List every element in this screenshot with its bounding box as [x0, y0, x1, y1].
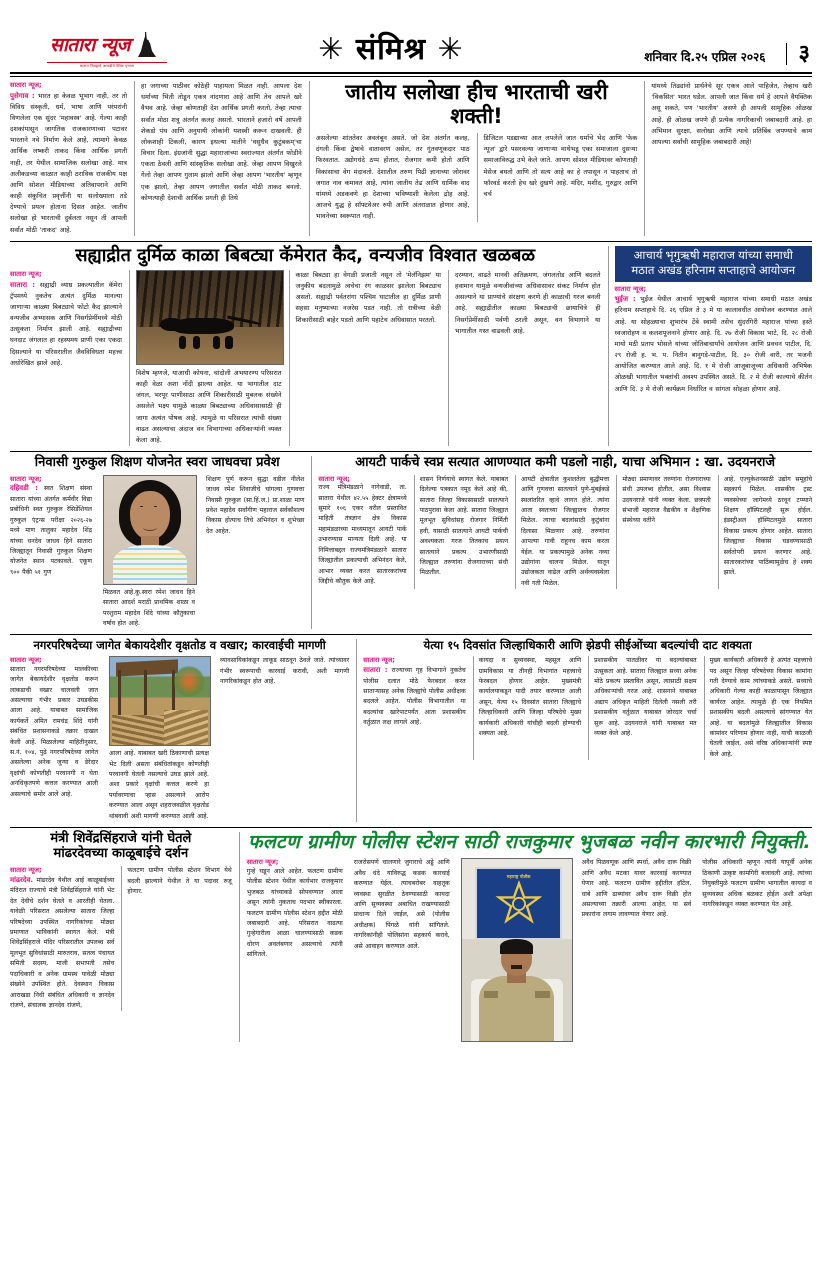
band-mandhardev-police: [10, 832, 812, 1042]
bhrugu-headline-box: [615, 246, 812, 282]
itpark-headline: आयटी पार्कचे स्वप्न सत्यात आणण्यात कमी पडलो नाही, याचा अभिमान : खा. उदयनराजे: [355, 455, 776, 471]
gurukul-text-3: शिक्षण पूर्ण करून सुद्धा वडील नीलेश जाधव रमेश शिवाजीचे चांगल्या गुणवत्ता निवासी गुरुकुल (सा.हिं.ज.) प्रा.शाळा माण प्रवेश महादेव सर्वांगीण महाराज सर्वकौशल्य विकास होत्याच तिचे अभिनंदन व शुभेच्छा देत आहेत.: [206, 475, 305, 535]
police-text-1: गुन्हे घडून आले आहेत. फलटण ग्रामीण पोलीस स्टेशन येथील कार्यभार राजकुमार भुजबळ यांच्याकडे सोपवण्यात आला असून त्यांनी नुकताच पदभार स्वीकारला. फलटण ग्रामीण पोलीस स्टेशन हद्दीत मोठी जबाबदारी आहे. परिसरात वाढत्या गुन्हेगारीला आळा घालण्यासाठी कडक धोरण अवलंबणार असल्याचे त्यांनी सांगितले.: [246, 867, 343, 959]
itpark-col-5: [718, 475, 812, 589]
trees-text-3: व्यावसायिकांकडून लाकूड साठवून ठेवले जाते. त्यांच्यावर गंभीर स्वरूपाची कारवाई करावी, अशी मागणी नागरिकांकडून होत आहे.: [220, 657, 350, 686]
story-transfers: [356, 639, 812, 822]
maharashtra-police-emblem-board: [475, 867, 562, 940]
gurukul-col-1: [10, 475, 92, 630]
gurukul-body-1: [10, 483, 92, 578]
lead-col-4: [644, 81, 812, 236]
mandhardev-text-1: मांढरदेव येथील आई काळूबाईच्या मंदिरात राज्याचे मंत्री शिवेंद्रसिंहराजे यांनी भेट देत देवीचे दर्शन घेतले व आरतीही घेतला. यावेळी परिसरात असलेल्या सातारा जिल्हा परिषदेच्या उपस्थित नागरिकांच्या मोठ्या प्रमाणात भाविकांनी स्वागत केले. मंत्री शिवेंद्रसिंहराजे मंदिर परिसरातील उपलब्ध सर्व मूलभूत सुविधांसाठी मारुतराव, सतत्व पंचायत समिती सदस्य, माजी सभापती तसेच पदाधिकारी व अनेक ग्रामस्थ यावेळी मोठ्या संख्येने उपस्थित होते. देवस्थान विकास आराखडा निधी संबंधित अधिकारी व ज्ञानदेव रांजणे, संचालक ज्ञानदेव रांजणे,: [10, 876, 115, 1009]
dateline: दहिवडी :: [10, 484, 38, 493]
divider-3: [10, 634, 812, 635]
police-text-3: अवैध पिळवणूक आणि स्पर्धा, अवैध दारू विक्री आणि अवैध मटका यावर कारवाई करण्यात येणार आहे. फलटण ग्रामीण हद्दीतील हॉटेल, धाबे आणि ढाब्यांवर अवैध दारू विक्री होत असल्याच्या तक्रारी आल्या आहेत. या सर्व प्रकारांना लगाम लावण्यात येणार आहे.: [581, 859, 692, 919]
itpark-col-3: [515, 475, 609, 589]
flowering-tree: [174, 664, 204, 699]
gurukul-headline: निवासी गुरुकुल शिक्षण योजनेत स्वरा जाधवचा प्रवेश: [34, 455, 280, 471]
page-title: ✳ संमिश्र ✳: [318, 32, 464, 67]
lead-col-3: [309, 81, 638, 236]
black-leopard-photo: [136, 270, 284, 365]
itpark-text-3: आयटी क्षेत्रातील कुशलतेला बुद्धीमत्ता आणि गुणवत्ता सातत्याने पुणे-मुंबईकडे स्थलांतरित व्हावे लागत होते. त्यांना आता स्वतःच्या जिल्ह्यातच रोजगार मिळेल. त्याचा बदलांसाठी कुटुंबांना दिलासा मिळणार आहे. तरुणांना आपल्या गावी राहूनच काम करता येईल. या प्रकल्पामुळे अनेक नव्या उद्योगांना चालना मिळेल. यातून उद्योजकता वाढेल आणि अर्थव्यवस्थेला नवी गती मिळेल.: [521, 475, 610, 587]
mandhardev-col-2: [121, 866, 231, 1011]
transfers-text-3: प्रशासकीय पातळीवर या बदल्यांबाबत उत्सुकता आहे. सातारा जिल्ह्यात सध्या अनेक मोठे प्रकल्प प्रस्तावित असून, त्यासाठी सक्षम अधिकाऱ्यांची गरज आहे. शासनाने याबाबत अद्याप अधिकृत माहिती दिलेली नसली तरी प्रशासकीय वर्तुळात याबाबत जोरदार चर्चा सुरू आहे. उदयनराजे यांनी याबाबत मत व्यक्त केले आहे.: [594, 657, 697, 738]
story-mandhardev: [10, 832, 232, 1042]
mandhardev-body-1: [10, 875, 114, 1012]
smile: [143, 523, 158, 530]
story-trees: [10, 639, 349, 822]
leopard-text-1: सह्याद्री व्याघ्र प्रकल्पातील कॅमेरा ट्रॅपमध्ये नुकतेच अत्यंत दुर्मिळ मानल्या जाणाऱ्या काळ्या बिबट्याचे फोटो कैद झाल्याने वन्यजीव अभ्यासक आणि निसर्गप्रेमींमध्ये मोठी उत्सुकता निर्माण झाली आहे. सह्याद्रीच्या घनदाट जंगलात हा रहस्यमय प्राणी एका एकदा दिसल्याने या परिसरातील जैवविविधता महत्त्व अधोरेखित झाले आहे.: [10, 280, 122, 367]
mandhardev-text-2: फलटण ग्रामीण पोलीस स्टेशन विभाग येथे बदली झाल्याने येथील ते या पदावर रुजू होणार.: [127, 867, 232, 895]
band-trees-transfers: [10, 639, 812, 822]
band-gurukul-itpark: [10, 456, 812, 629]
transfers-body-1: [363, 665, 465, 729]
timber-yard-photo: [109, 656, 211, 746]
newspaper-logo[interactable]: [12, 31, 202, 69]
source-label: सातारा न्यूज;: [318, 474, 350, 483]
lead-body-1: [10, 90, 127, 236]
transfers-col-1: [363, 656, 465, 760]
police-text-2: राजरोसपणे चालणारे जुगाराचे अड्डे आणि अवैध धंदे याविरुद्ध कडक कारवाई करण्यात येईल. त्याचबरोबर वाहतूक व्यवस्था सुरळीत ठेवण्यासाठी कायदा आणि सुव्यवस्था अबाधित राखण्यासाठी प्राधान्य दिले जाईल, असे (पोलीस अधीक्षक) पिंगळे यांनी सांगितले. नागरिकांनीही पोलिसांना सहकार्य करावे, असे आवाहन करण्यात आले.: [353, 859, 450, 950]
mandhardev-col-1: [10, 866, 114, 1011]
band-leopard: [10, 246, 812, 446]
leopard-col-3: [289, 270, 442, 446]
masthead: [10, 6, 812, 70]
trees-col-1: [10, 656, 98, 822]
logo-text-left: सातारा न्यूज: [49, 34, 131, 56]
trees-text-1: सातारा नगरपरिषदेच्या मालकीच्या जागेत बेकायदेशीर वृक्षतोड करून लाकडाची वखार चालवली जात असल्याचा गंभीर प्रकार उघडकीस आला आहे. याबाबत सामाजिक कार्यकर्ते अमित रामचंद्र शिंदे यांनी संबंधित प्रशासनाकडे तक्रार दाखल केली आहे. मिळालेल्या माहितीनुसार, स.नं. १०४, पुढे नगरपरिषदेच्या जागेत असलेल्या अनेक जुन्या व डेरेदार वृक्षांची कोणतीही परवानगी न घेता अनधिकृतपणे कत्तल करण्यात आली असल्याचे समोर आले आहे.: [10, 665, 98, 798]
leopard-col-1: [10, 270, 122, 446]
dateline: सातारा :: [10, 280, 36, 289]
divider-1: [10, 241, 812, 242]
publication-date: शनिवार दि.२५ एप्रिल २०२६: [644, 50, 766, 64]
trees-col-3: [216, 656, 349, 822]
story-bhrugu: [608, 246, 812, 446]
transfers-col-2: [473, 656, 581, 760]
transfers-text-1: राज्याच्या गृह विभागाने नुकतेच पोलीस दलात मोठे फेरबदल करत साताऱ्यासह अनेक जिल्ह्यांचे पोलीस अधीक्षक बदलले आहेत. पोलीस विभागातील या बदल्यांचा खारेपाटपर्यंत आता प्रशासकीय वर्तुळात लक्ष लागले आहे.: [363, 666, 466, 727]
dateline: पुसेगाव :: [10, 91, 35, 100]
police-star-icon: [495, 877, 542, 930]
story-lead: [10, 81, 812, 236]
leopard-body-1: [10, 279, 122, 369]
itpark-text-4: मोठ्या प्रमाणावर तरुणांना रोजगाराच्या संधी उपलब्ध होतील, असा विश्वास उदयनराजे यांनी व्यक्त केला. छत्रपती संभाजी महाराज वैद्यकीय व शैक्षणिक संस्थेच्या वतीने: [622, 475, 711, 525]
logo-tagline: सातारा जिल्ह्याचे आघाडीचे दैनिक वृत्तपत्र: [47, 62, 167, 69]
lead-text-4: डिजिटल पडद्याच्या आत लपलेले जात धर्माचे भेद आणि 'फेक न्यूज' द्वारे पसरवल्या जाणाऱ्या माथेभडू एका समाजाला दुसऱ्या समाजाविरुद्ध उभे केले जाते. आपण सोशल मीडियावर कोणताही मेसेज बघतो आणि तो सत्य आहे का हे तपासून न पाहताच तो फॉरवर्ड करतो हेच खरे दुखणे आहे. मंदिर, मशीद, गुरुद्वार आणि चर्च: [483, 134, 638, 198]
itpark-col-4: [616, 475, 710, 589]
lead-text-1: भारत हा केवळ भूभाग नाही, तर तो विविध संस्कृती, धर्म, भाषा आणि परंपरांनी विणलेला एक सुंदर 'महावस्त्र' आहे. गेल्या काही दशकांपासून जागतिक राजकारणाच्या पटावर भारताने नवे निर्माण केले आहे, त्यामागे केवळ आर्थिक लष्करी ताकद किंवा आर्थिक प्रगती नाही, तर येथील सामाजिक सलोखा आहे. मात्र अलीकडच्या काळात काही ठराविक राजकीय पक्ष आणि सोशल मीडियाच्या अतिवापराने आणि काही संकुचित प्रवृत्तींनी या सलोख्याला तडे देण्याचे प्रयत्न होताना दिसत आहेत. जातीय सलोखा हो भारताची दुर्बलता नसून ती आपली सर्वात मोठी 'ताकद' आहे.: [10, 91, 128, 234]
striped-shirt: [113, 545, 187, 584]
source-label: सातारा न्यूज;: [246, 858, 279, 867]
police-col-2: [350, 858, 450, 1042]
dateline: मांढरदेव.: [10, 875, 34, 884]
lead-col-3b: [477, 133, 638, 222]
itpark-col-1: [318, 475, 406, 589]
leopard-col-4: [448, 270, 601, 446]
itpark-text-1: राज्य मंत्रिमंडळाने नागेवाडी, ता. सातारा येथील ४२.५५ हेक्टर क्षेत्रामध्ये सुमारे १०६ एकर वरील प्रस्तावित माहिती तंत्रज्ञान क्षेत्र विकास महामंडळाच्या माध्यमातून आयटी पार्क उभारण्यास मान्यता दिली आहे. या निमित्ताबद्दल राज्यमंत्रिमंडळाने सातारा जिल्ह्यातील प्रकल्पाची अभिनंदन केले, आभार व्यक्त करत सातारकरांच्या जिद्दीचे कौतुक केले आहे.: [318, 484, 407, 585]
source-label: सातारा न्यूज;: [363, 656, 395, 665]
transfers-col-4: [704, 656, 812, 760]
lead-text-3: असलेल्या शांततेवर अवलंबून असते. जो देश अंतर्गत कलह, दंगली किंवा द्वेषाचे वातावरण असेल, तर गुंतवणूकदार पाठ फिरवतात. उद्योगधंदे ठप्प होतात, रोजगार कमी होतो आणि विकासाचा वेग मंदावतो. देशातील तरुण पिढी ज्ञानाच्या जोरावर जगात नाव कमावत आहे, त्यांना जातीय तेढ आणि धार्मिक वाद यांमध्ये अडकवणे हा देशाच्या भविष्याशी केलेला द्रोह आहे. आजचे युद्ध हे सॉफ्टवेअर रुपी आणि अंतराळात होणार आहे, भावनेच्या स्वरूपात नाही.: [315, 134, 470, 221]
student-portrait-photo: [103, 475, 197, 585]
itpark-col-2: [414, 475, 508, 589]
transfers-text-4: मुख्य कार्यकारी अधिकारी हे अत्यंत महत्त्वाचे पद असून जिल्हा परिषदेच्या विकास कामांना गती देण्याचे काम त्यांच्याकडे असते. सध्याचे अधिकारी गेल्या काही काळापासून जिल्ह्यात कार्यरत आहेत. त्यामुळे ही एक नियमित प्रशासकीय बदली असल्याचे सांगण्यात येत आहे. या बदलांमुळे जिल्ह्यातील विकास कामांवर परिणाम होणार नाही, याची काळजी घेतली जाईल, असे वरिष्ठ अधिकाऱ्यांनी स्पष्ट केले आहे.: [709, 657, 813, 758]
lead-col-2: [134, 81, 302, 236]
source-label: सातारा न्यूज;: [10, 81, 42, 89]
gurukul-col-2: [99, 475, 195, 630]
page-number: ३: [786, 43, 810, 65]
story-itpark: [311, 456, 812, 629]
transfers-col-3: [588, 656, 696, 760]
masthead-right: [580, 43, 810, 68]
masthead-center: [202, 27, 580, 68]
dateline: भुईंज :: [614, 295, 636, 304]
fort-silhouette-icon: [132, 31, 162, 61]
police-text-4: पोलीस अधिकारी म्हणून त्यांनी यापूर्वी अनेक ठिकाणी उत्कृष्ट कामगिरी बजावली आहे. त्यांच्या नियुक्तीमुळे फलटण ग्रामीण भागातील कायदा व सुव्यवस्था अधिक बळकट होईल अशी अपेक्षा नागरिकांकडून व्यक्त करण्यात येत आहे.: [702, 859, 812, 908]
gurukul-text-2: मिळवत आहे.कु.स्वरा रमेश जाधव हिने सातारा आदर्श मराठी प्राथमिक शाळा व परशुराम महादेव शिंदे यांच्या कौतुकाचा वर्षाव होत आहे.: [103, 588, 195, 627]
source-label: सातारा न्यूज;: [10, 474, 42, 483]
bhrugu-text: भुईंज येथील आचार्य भृगुऋषी महाराज यांच्या समाधी मठात अखंड हरिनाम सप्ताहाचे दि. २६ एप्रिल ते ३ मे या कालावधीत आयोजन करण्यात आले आहे. या सोहळ्याचा शुभारंभ टेंबे स्वामी तसेच सुंदरगिरी महाराज यांच्या हस्ते ध्वजारोहण व कलशपूजनाने होणार आहे. दि. २७ रोजी विकास भाटे, दि. २८ रोजी मायो मठी प्रताप भोसले यांच्या जोतिबाचार्यांचे आयोजन आणि प्रवचन पाटील, दि. २९ रोजी ह. भ. प. नितीन बानुगडे-पाटील, दि. ३० रोजी वारी, तर भजनी आयोजित करण्यात आले आहे. दि. १ मे रोजी आजूबाजूच्या अधिकारी अभिषेक ओळखी भागातील भक्तांची अवश्य उपस्थित असते. दि. २ मे रोजी काल्याचे कीर्तन आणि दि. ३ मे रोजी कार्यक्रम निर्धारित व सांगता सोहळा होणार आहे.: [614, 295, 812, 393]
bhrugu-headline-line1: आचार्य भृगुऋषी महाराज यांच्या समाधी: [633, 249, 793, 262]
mandhardev-headline-line2: मांढरदेवच्या काळूबाईचे दर्शन: [53, 845, 189, 861]
police-photo-col: [457, 858, 571, 1042]
bhrugu-body: [615, 293, 812, 395]
gurukul-text-1: स्वत शिक्षण संस्था सातारा यांच्या अंतर्गत कर्मवीर विद्या प्रबोधिनी स्वत गुरुकुल रेसिडेंशियल गुरुकुल एंट्रन्स परीक्षा २०२६-२७ मध्ये माण तालुका महादेव शिंद्र यांच्या धनदेव जाधव हिने सातारा जिल्ह्यातून निवासी गुरुकुल शिक्षण योजनेत स्थान पटकावले. एकूण ९०० पैकी ५१ गुण: [10, 485, 93, 576]
leopard-headline: सह्याद्रीत दुर्मिळ काळा बिबट्या कॅमेरात कैद, वन्यजीव विश्वात खळबळ: [75, 244, 536, 266]
lead-text-5: यांमध्ये तिढ्यांनो प्रार्थनेचे सूर एकत्र आले पाहिजेत, तेव्हाच खरी 'विकसित' भारत घडेल. आपली जात किंवा धर्म हे आपले वैयक्तिक असू शकते, पण 'भारतीय' असणे ही आपली सामूहिक ओळख आहे. ही ओळख जपणे ही प्रत्येक नागरिकाची जबाबदारी आहे. हा अभिमान सुरक्षा, सलोखा आणि त्याचे प्रतिबिंब जपण्याचे काम आपल्या सर्वांची सामूहिक जबाबदारी आहे!: [651, 82, 812, 146]
source-label: सातारा न्यूज;: [10, 866, 42, 875]
story-police: [239, 832, 812, 1042]
lead-col-1: [10, 81, 127, 236]
moustache: [511, 965, 522, 969]
lead-col-3a: [316, 133, 470, 222]
source-label: सातारा न्यूज;: [614, 284, 647, 293]
itpark-text-2: शासन निर्णयाचे स्वागत केले. याबाबत दिलेल्या पत्रकात नमूद केले आहे की, सातारा जिल्हा विकासासाठी सातत्याने पाठपुरावा केला आहे. सातारा जिल्ह्यात मूलभूत सुविधांसह रोजगार निर्मिती हवी, यासाठी सातत्याने आयटी पार्कची अवश्यकता गरज तितकाच प्रयत्न सातत्याने प्रकल्प उभारणीसाठी जिल्ह्यात तरुणांना रोजगाराच्या संधी मिळतील.: [419, 475, 508, 577]
trees-col-2: [105, 656, 209, 822]
log-pile-right: [164, 710, 208, 745]
story-gurukul: [10, 456, 304, 629]
police-col-4: [698, 858, 812, 1042]
leopard-col-2: [129, 270, 282, 446]
trees-headline: नगरपरिषदेच्या जागेत बेकायदेशीर वृक्षतोड व वखार; कारवाईची मागणी: [33, 638, 326, 653]
bhrugu-headline-line2: मठात अखंड हरिनाम सप्ताहाचे आयोजन: [631, 264, 796, 277]
transfers-text-2: कायदा व सुव्यवस्था, महसूल आणि ग्रामविकास या तीनही विभागांत महत्त्वाचे फेरबदल होणार आहेत. मुख्यमंत्री कार्यालयाकडून यादी तयार करण्यात आली असून, येत्या १५ दिवसांत सातारा जिल्ह्याचे जिल्हाधिकारी आणि जिल्हा परिषदेचे मुख्य कार्यकारी अधिकारी यांचीही बदली होण्याची शक्यता आहे.: [478, 657, 582, 738]
officer-uniform-torso: [479, 976, 554, 1042]
leopard-text-4: दरम्यान, वाढते मानवी अतिक्रमण, जंगलतोड आणि बदलते हवामान यामुळे वन्यजीवांच्या अधिवासावर संकट निर्माण होत असल्याने या प्राण्यांचे संरक्षण करणे ही काळाची गरज बनली आहे. सह्याद्रीतील काळ्या बिबट्याची छायाचित्रे ही निसर्गप्रेमींसाठी पर्वणी ठरली असून, वन विभागाने या भागातील गस्त वाढवली आहे.: [455, 270, 601, 335]
gurukul-col-3: [202, 475, 304, 630]
leopard-text-2: विशेष म्हणजे, याआधी कोयना, चांदोली अभयारण्य परिसरात काही वेळा अशा नोंदी झाल्या आहेत. या भागातील दाट जंगल, भरपूर पाणीसाठा आणि शिकारीसाठी मुबलक संख्येने असलेले भक्ष्य यामुळे काळ्या बिबट्याच्या अधिवासासाठी ही जागा अत्यंत पोषक आहे. त्यामुळे या परिसरात त्यांची संख्या वाढत असल्याचा अंदाज वन विभागाच्या अधिकाऱ्यांनी व्यक्त केला आहे.: [136, 368, 282, 444]
trees-text-2: आला आहे. याबाबत खरी ठिकाणाची प्रत्यक्ष भेट दिली असता संबंधितांकडून कोणतीही परवानगी घेतली नसल्याचे उघड झाले आहे. अशा प्रकारे वृक्षांची कत्तल करणे हा पर्यावरणाचा ऱ्हास असल्याने आरोप करण्यात आला असून शहराजवळील वृक्षतोड थांबवावी अशी मागणी करण्यात आली आहे.: [109, 750, 209, 820]
police-officer-photo: [461, 858, 573, 1042]
itpark-text-5: आहे. एज्युकेशनसाठी उद्योग समूहांचे सहकार्य मिळेल. शासकीय ट्रस्ट व्यवस्थेच्या जागेमध्ये ठरवून टप्प्याने शिक्षण हॉस्पिटलही सुरू होईल. इंडस्ट्रीअल हॉस्पिटलमुळे सातारा विकास प्रकल्प होणार आहेत. सातारा जिल्ह्याचा विकास घडवण्यासाठी सर्वतोपरी प्रयत्न करणार आहे. सातारकरांच्या पाठिंब्यामुळेच हे शक्य झाले.: [723, 475, 813, 577]
divider-2: [10, 451, 812, 452]
hair: [500, 939, 533, 954]
masthead-divider: [10, 72, 812, 77]
police-col-3: [578, 858, 692, 1042]
lead-headline: जातीय सलोखा हीच भारताची खरी शक्ती!: [345, 80, 608, 128]
mandhardev-headline: [10, 832, 232, 861]
shed-roof: [116, 659, 178, 676]
story-leopard: [10, 246, 601, 446]
source-label: सातारा न्यूज;: [10, 656, 42, 665]
divider-4: [10, 827, 812, 828]
emblem-label: महाराष्ट्र पोलीस: [506, 875, 531, 881]
transfers-headline: येत्या १५ दिवसांत जिल्हाधिकारी आणि झेडपी सीईओंच्या बदल्यांची दाट शक्यता: [423, 638, 752, 653]
lead-text-2: हा जगाच्या पाठीवर कोठेही पाहायला मिळत नाही. आपला देश धर्माच्या भिंती तोडून एकत्र नांदणारा आहे आणि तेच आपले खरे वैभव आहे. जेव्हा कोणताही देश आर्थिक प्रगती करतो, तेव्हा त्याचा सर्वात मोठा शत्रू अंतर्गत कलह असतो. भारताने हजारो वर्षे आपली शेकडो पंथ आणि अनुयायी लोकांनी यशस्वी करून दाखवली. ही लोकशाही टिकली, कारण इथल्या मातीने 'वसुधैव कुटुंबकम्'चा विचार दिला. इंग्रजांनी सुद्धा महाराजांच्या स्वराज्यात अंतर्गत फोडीने एकता ठेवली आणि सांस्कृतिक सलोखा आहे. जेव्हा आपण विखुरले गेलो तेव्हा आपण गुलाम झालो आणि जेव्हा आपण 'भारतीय' म्हणून एक झालो, तेव्हा आपण जगातील सर्वात मोठी ताकद बनलो. कोणत्याही देशाची आर्थिक प्रगती ही तिथे: [141, 82, 302, 202]
mandhardev-headline-line1: मंत्री शिवेंद्रसिंहराजे यांनी घेतले: [50, 831, 192, 847]
source-label: सातारा न्यूज;: [10, 269, 42, 278]
black-leopard-figure: [160, 312, 262, 344]
police-headline: फलटण ग्रामीण पोलीस स्टेशन साठी राजकुमार भुजबळ नवीन कारभारी नियुक्ती.: [247, 831, 811, 854]
police-col-1: [247, 858, 343, 1042]
leopard-text-3: काळा बिबट्या हा वेगळी प्रजाती नसून तो 'मेलॅनिझम' या जनुकीय बदलामुळे त्वचेचा रंग काळसर झालेला बिबट्याच असतो. सह्याद्री पर्वतरांगा पश्चिम घाटातील हा दुर्मिळ प्राणी सहसा मनुष्याच्या नजरेस पडत नाही. तो रात्रीच्या वेळी शिकारीसाठी बाहेर पडतो आणि पहाटेच अधिवासात परततो.: [295, 270, 441, 324]
log-pile-left: [112, 715, 164, 745]
dateline: सातारा :: [363, 665, 388, 674]
